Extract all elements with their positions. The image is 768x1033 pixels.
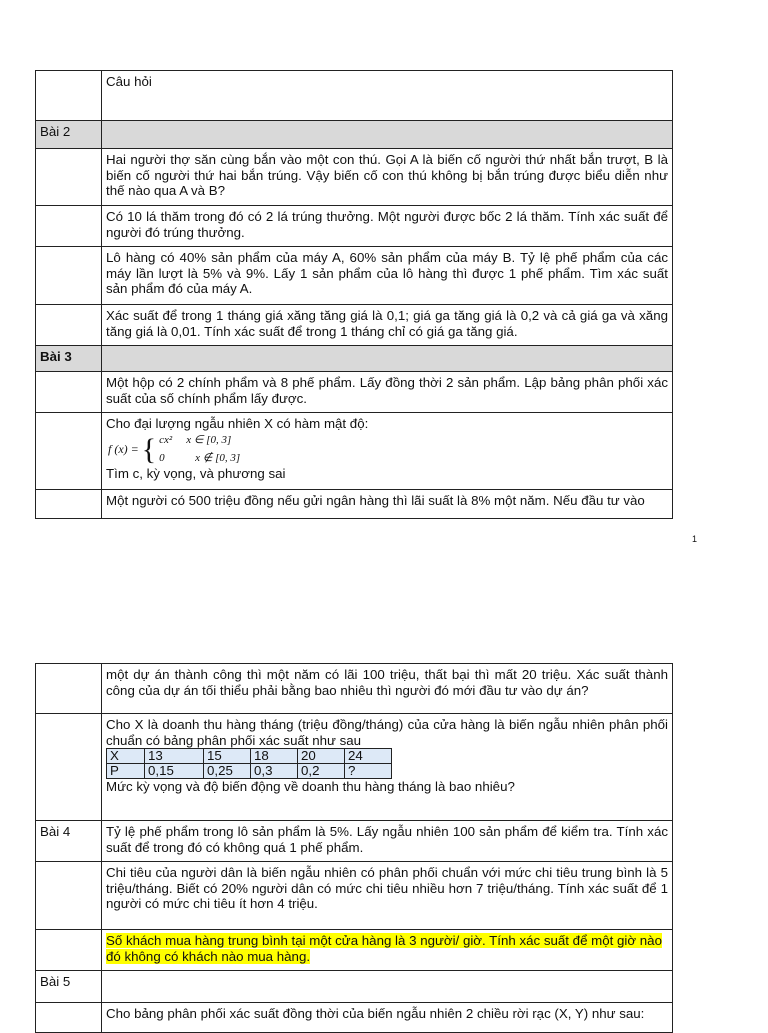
section-label: Bài 4 (36, 821, 102, 862)
question-tail: Mức kỳ vọng và độ biến động về doanh thu hàng tháng là bao nhiêu? (106, 779, 515, 795)
question-text: Xác suất để trong 1 tháng giá xăng tăng giá là 0,1; giá ga tăng giá là 0,2 và cả giá ga và xăng tăng giá là 0,01. Tính xác suất để trong 1 tháng chỉ có giá ga tăng giá. (102, 305, 673, 346)
question-text: Cho bảng phân phối xác suất đồng thời của biến ngẫu nhiên 2 chiều rời rạc (X, Y) như sau: (102, 1003, 673, 1033)
question-with-table (102, 714, 673, 821)
question-text: Có 10 lá thăm trong đó có 2 lá trúng thưởng. Một người được bốc 2 lá thăm. Tính xác suất để người đó trúng thưởng. (102, 206, 673, 247)
highlighted-question-text: Số khách mua hàng trung bình tại một cửa hàng là 3 người/ giờ. Tính xác suất để một giờ nào đó không có khách nào mua hàng. (106, 933, 662, 964)
section-row-bai5 (36, 971, 673, 1003)
section-label: Bài 2 (36, 121, 102, 149)
formula-lhs: f (x) = (108, 441, 139, 456)
page-number: 1 (692, 534, 698, 544)
formula-case-cond: x ∉ [0, 3] (195, 451, 241, 464)
question-row (36, 1003, 673, 1033)
section-filler (102, 346, 673, 372)
distribution-p-row (107, 764, 392, 779)
section-row-bai2 (36, 121, 673, 149)
question-row (36, 714, 673, 821)
exam-table-page-2 (35, 663, 673, 1033)
question-row (36, 372, 673, 413)
distribution-cell: 13 (145, 749, 204, 764)
formula-case-cond: x ∈ [0, 3] (186, 434, 232, 446)
question-row (36, 862, 673, 930)
distribution-cell: 24 (345, 749, 392, 764)
formula-cases (159, 433, 240, 466)
section-filler (102, 971, 673, 1003)
question-tail: Tìm c, kỳ vọng, và phương sai (106, 465, 286, 481)
highlighted-question-cell (102, 930, 673, 971)
distribution-cell: 0,15 (145, 764, 204, 779)
question-row (36, 206, 673, 247)
question-with-formula (102, 413, 673, 490)
question-text: Lô hàng có 40% sản phẩm của máy A, 60% sản phẩm của máy B. Tỷ lệ phế phẩm của các máy lần lượt là 5% và 9%. Lấy 1 sản phẩm của lô hàng thì được 1 phế phẩm. Tìm xác suất sản phẩm đó của máy A. (102, 247, 673, 305)
question-row (36, 664, 673, 714)
question-row (36, 247, 673, 305)
distribution-row-label: P (107, 764, 145, 779)
question-row (36, 821, 673, 862)
distribution-cell: 15 (204, 749, 251, 764)
formula-case-expr: 0 (159, 451, 165, 464)
question-row (36, 490, 673, 519)
distribution-x-row (107, 749, 392, 764)
distribution-cell: 0,2 (298, 764, 345, 779)
density-formula (108, 434, 668, 466)
distribution-row-label: X (107, 749, 145, 764)
distribution-table (106, 748, 392, 779)
question-row (36, 305, 673, 346)
brace-icon: { (141, 432, 157, 466)
header-cell: Câu hỏi (102, 71, 673, 121)
exam-table-page-1 (35, 70, 673, 519)
distribution-cell: 0,3 (251, 764, 298, 779)
question-row (36, 149, 673, 206)
question-row (36, 930, 673, 971)
question-row (36, 413, 673, 490)
distribution-cell: 0,25 (204, 764, 251, 779)
question-text: một dự án thành công thì một năm có lãi 100 triệu, thất bại thì mất 20 triệu. Xác suất thành công của dự án tối thiểu phải bằng bao nhiêu thì người đó mới đầu tư vào dự án? (102, 664, 673, 714)
distribution-cell: ? (345, 764, 392, 779)
question-text: Chi tiêu của người dân là biến ngẫu nhiên có phân phối chuẩn với mức chi tiêu trung bình là 5 triệu/tháng. Biết có 20% người dân có mức chi tiêu nhiều hơn 7 triệu/tháng. Tính xác suất để 1 người có mức chi tiêu ít hơn 4 triệu. (102, 862, 673, 930)
question-intro: Cho đại lượng ngẫu nhiên X có hàm mật độ: (106, 416, 369, 431)
question-text: Một người có 500 triệu đồng nếu gửi ngân hàng thì lãi suất là 8% một năm. Nếu đầu tư vào (102, 490, 673, 519)
question-text: Hai người thợ săn cùng bắn vào một con thú. Gọi A là biến cố người thứ nhất bắn trượt, B là biến cố người thứ hai bắn trúng. Vậy biến cố con thú không bị bắn trúng được biểu diễn như thế nào qua A và B? (102, 149, 673, 206)
distribution-cell: 20 (298, 749, 345, 764)
question-text: Tỷ lệ phế phẩm trong lô sản phẩm là 5%. Lấy ngẫu nhiên 100 sản phẩm để kiểm tra. Tính xác suất để trong đó có không quá 1 phế phẩm. (102, 821, 673, 862)
section-row-bai3 (36, 346, 673, 372)
distribution-cell: 18 (251, 749, 298, 764)
question-text: Một hộp có 2 chính phẩm và 8 phế phẩm. Lấy đồng thời 2 sản phẩm. Lập bảng phân phối xác suất của số chính phẩm lấy được. (102, 372, 673, 413)
empty-label-cell (36, 71, 102, 121)
formula-case-expr: cx² (159, 434, 173, 446)
section-label: Bài 5 (36, 971, 102, 1003)
question-intro: Cho X là doanh thu hàng tháng (triệu đồng/tháng) của cửa hàng là biến ngẫu nhiên phân phối chuẩn có bảng phân phối xác suất như sau (106, 717, 668, 748)
section-label: Bài 3 (36, 346, 102, 372)
table-header-row (36, 71, 673, 121)
section-filler (102, 121, 673, 149)
